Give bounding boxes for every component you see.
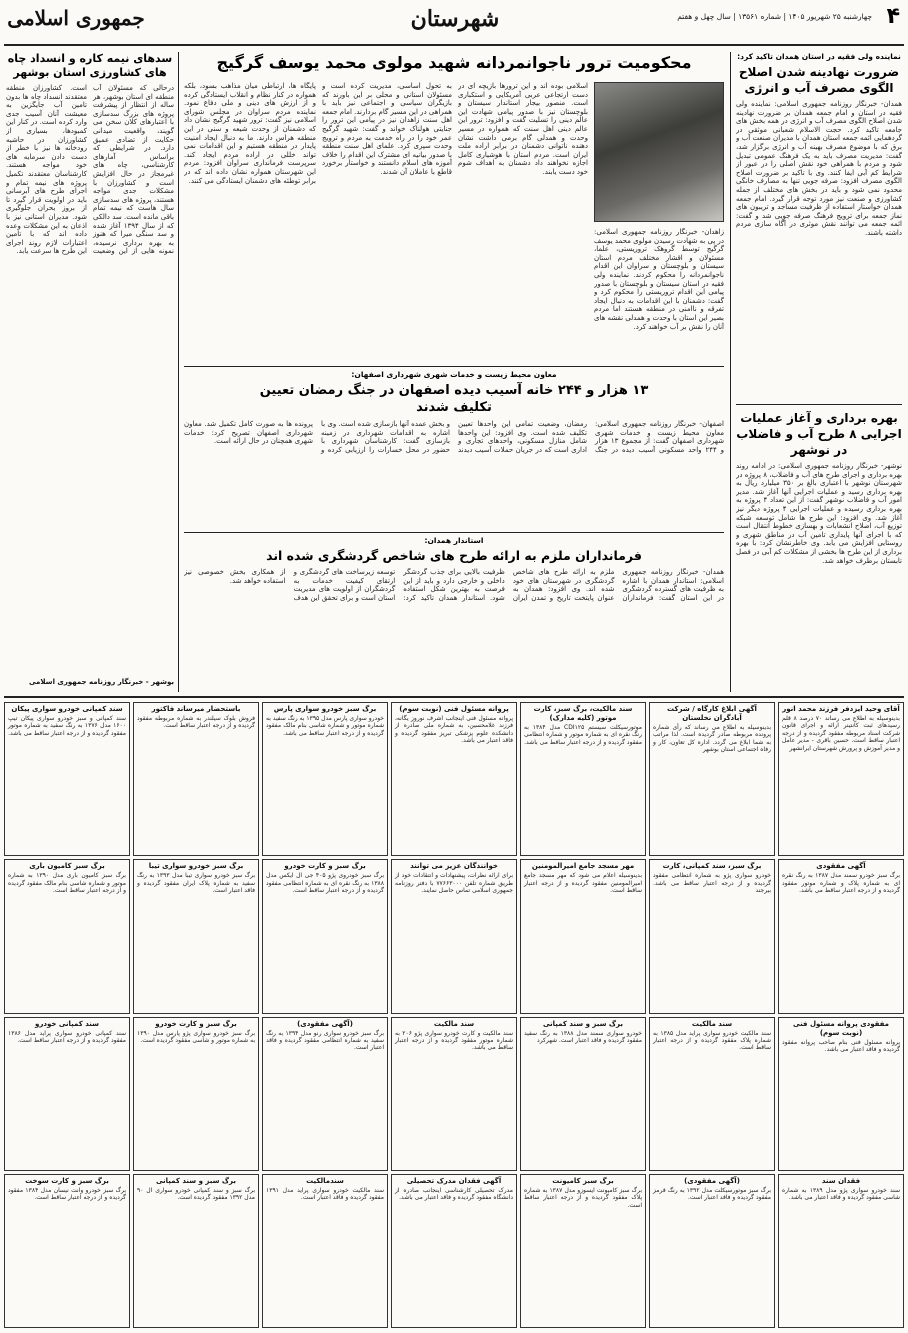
story-body: درحالی که مسئولان آب منطقه ای استان بوشهر، هر ساله از انتظار از پیشرفت پروژه های بزرگ سدسازی با اعتبارهای کلان سخن می گویند، واقعیت میدانی حکایت از تضادی عمیق دارد. در شرایطی که براساس آمارهای کارشناسی، چاه های غیرمجاز در حال افزایش است و کشاورزان با مشکلات جدی مواجه هستند، پروژه های سدسازی سال هاست که نیمه تمام باقی مانده است. سد دالکی که از سال ۱۳۹۴ آغاز شده و سد سنگی میرا که هنوز به بهره برداری نرسیده، نمونه هایی از این وضعیت است. کشاورزان منطقه معتقدند انسداد چاه ها بدون تامین آب جایگزین به معیشت آنان آسیب جدی وارد کرده است. در کنار این کمبودها، بسیاری از کشاورزان در حاشیه رودخانه ها نیز با خطر از دست دادن سرمایه های خود مواجه هستند. کارشناسان معتقدند تکمیل پروژه های نیمه تمام و اجرای طرح های آبرسانی باید در اولویت قرار گیرد تا از بروز بحران جلوگیری شود. مدیران استانی نیز با اذعان به این مشکلات وعده داده اند که با تامین اعتبارات لازم روند اجرای این طرح ها سرعت یابد. [6,84,174,256]
classified-ad [649,859,775,1013]
classified-ad [391,859,517,1013]
story-divider [736,404,902,405]
ad-body: بدینوسیله به اطلاع می رساند ۷۰ درصد ۸ قلم رسیدهای ثبت کانتینر ارائه و اجرای قانون شرکت اسناد مربوطه مفقود گردیده و از درجه اعتبار ساقط است. حسین باقری - مدیر عامل و مدیر آموزش و پرورش شهرستان ایرانشهر [782,715,900,752]
kicker: نماینده ولی فقیه در استان همدان تاکید کرد: [737,52,901,61]
classified-ad [262,859,388,1013]
ad-body: خودرو سواری سمند مدل ۱۳۸۸ به رنگ سفید مفقود گردیده و فاقد اعتبار است. شهرکرد [524,1029,642,1044]
classified-ad [520,1017,646,1171]
ad-title: پروانه مسئول فنی (نوبت سوم) [399,705,509,713]
ad-title: مفقودی پروانه مسئول فنی (نوبت سوم) [792,1019,890,1037]
ad-body: برگ سبز کامیون باری مدل ۱۳۹۰ به شماره موتور و شماره شاسی بنام مالک مفقود گردیده و از درجه اعتبار ساقط است. [8,872,126,895]
ads-top-rule [4,696,904,698]
ad-title: برگ سبز و کارت خودرو [284,862,366,871]
ad-title: آگهی فقدان مدرک تحصیلی [406,1176,502,1185]
ad-body: برگ سبز خودرو سواری تیبا مدل ۱۳۹۳ به رنگ سفید به شماره پلاک ایران مفقود گردیده و فاقد اعتبار است. [137,872,256,895]
date-line: چهارشنبه ۲۵ شهریور ۱۴۰۵ | شماره ۱۳۵۶۱ | سال چهل و هفتم [677,12,872,21]
classified-ad [262,702,388,856]
ad-body: بدینوسیله به اطلاع می رساند که رأی شماره پرونده مربوطه صادر گردیده است. لذا مراتب به شما ابلاغ می گردد. اداره کل تعاون، کار و رفاه اجتماعی استان بوشهر [653,724,771,754]
classified-ad [391,702,517,856]
classified-ad [4,702,130,856]
headline: ضرورت نهادینه شدن اصلاح الگوی مصرف آب و انرژی [738,65,900,95]
ad-title: سندمالکیت [306,1176,344,1185]
classified-ad [133,702,259,856]
story-body: به تحول اساسی، مدیریت کرده است و مسئولان استانی و محلی بر این باورند که بازیگران سیاسی و اجتماعی نیز باید با همراهی در این مسیر گام بردارند. امام جمعه اهل سنت زاهدان نیز در پیامی این ترور را جنایتی هولناک خواند و گفت: شهید گرگیج عمر خود را در راه خدمت به مردم و ترویج وحدت سپری کرد. علمای اهل سنت منطقه با صدور بیانیه ای مشترک این اقدام را خلاف آموزه های اسلام دانستند و خواستار برخورد قاطع با عاملان آن شدند. [322,82,452,176]
masthead [0,0,908,46]
classified-ad [778,859,904,1013]
ad-title: برگ سبز و سند کمپانی [542,1019,624,1028]
classified-ad [778,1174,904,1328]
ad-title: سند کمپانی خودرو سواری پیکان [11,705,123,713]
ad-title: سند کمپانی خودرو [34,1019,100,1028]
ad-body: سند مالکیت خودرو سواری پراید مدل ۱۳۸۵ به شماره پلاک مفقود گردیده و از درجه اعتبار ساقط است. [653,1029,771,1052]
ad-title: سند مالکیت [691,1019,733,1028]
ad-body: مدرک تحصیلی کارشناسی اینجانب صادره از دانشگاه مفقود گردیده و فاقد اعتبار می باشد. [395,1186,513,1202]
portrait-photo [594,82,724,222]
ad-body: خودرو سواری پژو به شماره انتظامی مفقود گردیده و از درجه اعتبار ساقط می باشد. بیرجند [653,872,771,895]
left-story [6,52,174,692]
hamedan-story [184,536,724,692]
ad-title: آگهی مفقودی [816,862,866,871]
classified-ad [133,1174,259,1328]
headline: سدهای نیمه کاره و انسداد چاه های کشاورزی استان بوشهر [7,52,173,79]
ad-body: برگ سبز خودرو سواری رنو مدل ۱۳۹۴ به رنگ سفید به شماره انتظامی مفقود گردیده و فاقد اعتبار است. [266,1029,385,1052]
ad-body: برگ سبز خودرو سمند مدل ۱۳۸۷ به رنگ نقره ای به شماره پلاک و شماره موتور مفقود گردیده و از درجه اعتبار ساقط می باشد. [782,872,900,895]
classified-ad [778,702,904,856]
kicker: استاندار همدان: [424,536,484,545]
ad-title: سند مالکیت [433,1019,475,1028]
headline: فرمانداران ملزم به ارائه طرح های شاخص گردشگری شده اند [266,548,642,563]
section-title: شهرستان [410,6,500,32]
column-rule [730,52,731,692]
ad-title: فقدان سند [821,1176,861,1185]
classified-ad [391,1017,517,1171]
ad-body: موتورسیکلت سیستم CDI۱۲۵ مدل ۱۳۸۴ به رنگ نقره ای به شماره موتور و شماره انتظامی مفقود گردیده و از درجه اعتبار ساقط می باشد. [524,724,642,746]
ad-body: برگ سبز و سند کمپانی خودرو سواری ال ۹۰ مدل ۱۳۹۲ مفقود گردیده است. [137,1186,255,1202]
ad-title: برگ سبز خودرو سواری تیبا [148,862,244,871]
headline: ۱۳ هزار و ۲۴۴ خانه آسیب دیده اصفهان در جنگ رمضان تعیین تکلیف شدند [259,383,649,415]
ad-title: آقای وحید ایزدفر فرزند محمد انور [782,705,900,713]
classified-ad [262,1174,388,1328]
classified-ad [649,1174,775,1328]
ad-body: برای ارائه نظرات، پیشنهادات و انتقادات خود از طریق شماره تلفن ۷۷۶۶۳۰۰۰ با دفتر روزنامه جمهوری اسلامی تماس حاصل نمایند. [395,872,513,895]
ad-body: سند خودرو سواری پژو مدل ۱۳۸۹ به شماره شاسی مفقود گردیده و فاقد اعتبار می باشد. [782,1186,900,1202]
center-story [184,52,724,364]
ad-body: بدینوسیله اعلام می شود که مهر مسجد جامع امیرالمومنین مفقود گردیده و از درجه اعتبار ساقط است. [524,872,642,895]
ad-title: باستحضار میرساند فاکتور [151,705,241,713]
ad-body: برگ سبز خودروی پژو ۴۰۵ جی ال ایکس مدل ۱۳۸۸ به رنگ نقره ای به شماره انتظامی مفقود گردیده و از درجه اعتبار ساقط است. [266,872,385,895]
classified-ad [4,1174,130,1328]
ad-body: سند مالکیت خودرو سواری پراید مدل ۱۳۹۱ مفقود گردیده و فاقد اعتبار است. [266,1186,384,1202]
headline: محکومیت ترور ناجوانمردانه شهید مولوی محمد یوسف گرگیج [216,53,692,72]
ad-title: برگ سبز کامیونت [552,1176,614,1185]
ad-title: (آگهی مفقودی) [297,1019,353,1028]
classified-ad [133,859,259,1013]
ad-body: پروانه مسئول فنی بنام صاحب پروانه مفقود گردیده و فاقد اعتبار می باشد. [782,1038,900,1053]
classified-ad [520,702,646,856]
story-body: همدان- خبرنگار روزنامه جمهوری اسلامی: نماینده ولی فقیه در استان و امام جمعه همدان بر ضرورت نهادینه شدن اصلاح الگوی مصرف آب و انرژی در همه بخش های جامعه تاکید کرد. حجت الاسلام شعبانی موثقی در گردهمایی ائمه جمعه استان همدان با مدیران صنعت آب و برق که با موضوع مصرف بهینه آب و انرژی برگزار شد، گفت: مدیریت مصرف باید به یک فرهنگ عمومی تبدیل شود و مردم با همراهی خود نقش اصلی را در عبور از شرایط کم آبی ایفا کنند. وی با تاکید بر ضرورت اصلاح الگوی مصرف افزود: صرفه جویی تنها به مصارف خانگی محدود نمی شود و باید در بخش های مختلف از جمله کشاورزی و صنعت نیز مورد توجه قرار گیرد. امام جمعه همدان خواستار استفاده از ظرفیت مساجد و تریبون های نماز جمعه برای ترویج فرهنگ صرفه جویی شد و گفت: ائمه جمعه می توانند نقش موثری در آگاه سازی مردم داشته باشند. [736,100,902,237]
ad-title: خوانندگان عزیز می توانند [410,862,498,871]
column-rule [178,52,179,692]
ad-body: سند کمپانی خودرو سواری پراید مدل ۱۳۸۶ مفقود گردیده و از درجه اعتبار ساقط است. [8,1029,126,1044]
story-body: پایگاه ها، ارتباطی میان مذاهب بسود، بلکه همواره در کنار نظام و انقلاب ایستادگی کرده و از ارزش های دینی و ملی دفاع نمود. نماینده مردم سراوان در مجلس شورای اسلامی نیز گفت: ترور شهید گرگیج نشان داد که دشمنان از وحدت شیعه و سنی در این منطقه هراس دارند. ما به دنبال ایجاد امنیت پایدار در منطقه هستیم و این اقدامات نمی تواند خللی در اراده مردم ایجاد کند. سرپرست فرمانداری سراوان افزود: مردم این شهرستان همواره نشان داده اند که در برابر توطئه های دشمنان ایستادگی می کنند. [184,82,316,185]
ad-body: برگ سبز موتورسیکلت مدل ۱۳۹۲ به رنگ قرمز مفقود گردیده و فاقد اعتبار است. [653,1186,771,1202]
story-body: اصفهان- خبرنگار روزنامه جمهوری اسلامی: معاون محیط زیست و خدمات شهری شهرداری اصفهان گفت: از مجموع ۱۳ هزار و ۲۴۴ واحد مسکونی آسیب دیده در جنگ رمضان، وضعیت تمامی این واحدها تعیین تکلیف شده است. وی افزود: این واحدها شامل منازل مسکونی، واحدهای تجاری و اداری است که در جریان حملات آسیب دیدند و بخش عمده آنها بازسازی شده است. وی با اشاره به اقدامات شهرداری در زمینه بازسازی گفت: کارشناسان شهرداری با حضور در محل خسارات را ارزیابی کرده و پرونده ها به صورت کامل تکمیل شد. معاون شهرداری اصفهان تصریح کرد: خدمات شهری همچنان در حال ارائه است. [184,420,724,454]
ad-title: آگهی ابلاغ کارگاه / شرکت آبادگران نخلستان [667,705,757,722]
right-story-1 [736,52,902,402]
ad-title: برگ سبز و سند کمپانی [155,1176,237,1185]
ad-title: (آگهی مفقودی) [684,1176,740,1185]
story-divider [184,366,724,367]
ad-title: برگ سبز، سند کمپانی، کارت [662,862,762,871]
ad-body: برگ سبز خودرو وانت نیسان مدل ۱۳۸۴ مفقود گردیده و از درجه اعتبار ساقط است. [8,1186,127,1202]
ad-title: برگ سبز خودرو سواری پارس [273,705,377,713]
paper-name: جمهوری اسلامی [7,6,145,30]
masthead-rule [4,44,904,46]
ad-body: خودرو سواری پارس مدل ۱۳۹۵ به رنگ سفید به شماره موتور و شماره شاسی بنام مالک مفقود گردیده و از درجه اعتبار ساقط می باشد. [266,715,384,737]
classified-ad [4,859,130,1013]
ad-title: مهر مسجد جامع امیرالمومنین [531,862,635,871]
classified-ad [649,702,775,856]
page-number: ۴ [886,4,900,29]
story-body: همدان- خبرنگار روزنامه جمهوری اسلامی: استاندار همدان با اشاره به ظرفیت های گسترده گردشگری در این استان گفت: فرمانداران ملزم به ارائه طرح های شاخص گردشگری در شهرستان های خود شده اند. وی افزود: همدان به عنوان پایتخت تاریخ و تمدن ایران ظرفیت بالایی برای جذب گردشگر داخلی و خارجی دارد و باید از این فرصت به بهترین شکل استفاده شود. استاندار همدان تاکید کرد: توسعه زیرساخت های گردشگری و ارتقای کیفیت خدمات به گردشگران از اولویت های مدیریت استان است و برای تحقق این هدف از همکاری بخش خصوصی نیز استفاده خواهد شد. [184,568,724,602]
byline: بوشهر - خبرنگار روزنامه جمهوری اسلامی [28,678,174,686]
story-body: نوشهر- خبرنگار روزنامه جمهوری اسلامی: در ادامه روند بهره برداری و اجرای طرح های آب و فاضلاب، ۸ پروژه در شهرستان نوشهر با اعتباری بالغ بر ۳۵۰ میلیارد ریال به بهره برداری رسید و عملیات اجرایی آنها آغاز شد. مدیر امور آب و فاضلاب نوشهر گفت: از این تعداد ۴ پروژه به بهره برداری رسیده و عملیات اجرایی ۴ پروژه دیگر نیز آغاز شد. وی افزود: این طرح ها شامل توسعه شبکه توزیع آب، اصلاح انشعابات و بهسازی خطوط انتقال است که با اجرای آنها پایداری تامین آب در مناطق شهری و روستایی افزایش می یابد. وی خاطرنشان کرد: با بهره برداری از این طرح ها بخشی از مشکلات کم آبی در فصل تابستان برطرف خواهد شد. [736,462,902,565]
classified-ad [649,1017,775,1171]
ad-title: برگ سبز و کارت سوخت [25,1176,109,1185]
ad-body: سند مالکیت و کارت خودرو سواری پژو ۲۰۶ به شماره موتور مفقود گردیده و از درجه اعتبار ساقط می باشد. [395,1029,513,1052]
story-body: اسلامی بوده اند و این ترورها بازیچه ای در دست ارتجاعی عربی آمریکایی و استکباری است. منصور بیجار استاندار سیستان و بلوچستان نیز با صدور پیامی شهادت این عالم دینی را تسلیت گفت و افزود: ترور این عالم دینی اهل سنت که همواره در مسیر وحدت و همدلی گام برمی داشت نشان دهنده ناتوانی دشمنان در برابر اراده ملت ایران است. مردم استان با هوشیاری کامل اجازه نخواهند داد دشمنان به اهداف شوم خود دست یابند. [458,82,588,176]
ad-body: سند کمپانی و سبز خودرو سواری پیکان تیپ ۱۶۰۰ مدل ۱۳۷۶ به رنگ سفید به شماره موتور مفقود گردیده و از درجه اعتبار ساقط می باشد. [8,715,126,737]
ad-body: برگ سبز خودرو سواری پژو پارس مدل ۱۳۹۰ به شماره موتور و شاسی مفقود گردیده است. [137,1029,255,1044]
ad-body: پروانه مسئول فنی اینجانب اشرف نوروز یگانه، فرزند غلامحسین، به شماره ملی صادره از دانشکده علوم پزشکی تبریز مفقود گردیده و فاقد اعتبار می باشد. [395,715,513,745]
classified-ads [4,702,904,1328]
story-divider [184,532,724,533]
classified-ad [133,1017,259,1171]
kicker: معاون محیط زیست و خدمات شهری شهرداری اصفهان: [351,370,557,379]
ad-title: برگ سبز کامیون باری [29,862,105,871]
classified-ad [4,1017,130,1171]
isfahan-story [184,370,724,530]
ad-body: برگ سبز کامیونت ایسوزو مدل ۱۳۸۷ به شماره پلاک مفقود گردیده و از درجه اعتبار ساقط است. [524,1186,642,1209]
ad-body: فروش بلوک سیلندر به شماره مربوطه مفقود گردیده و از درجه اعتبار ساقط است. [137,715,255,730]
classified-ad [520,859,646,1013]
ad-title: سند مالکیت، برگ سبز، کارت موتور (کلیه مدارک) [533,705,633,722]
classified-ad [520,1174,646,1328]
story-body: زاهدان- خبرنگار روزنامه جمهوری اسلامی: در پی به شهادت رسیدن مولوی محمد یوسف گرگیج توسط گروهک تروریستی، علما، مسئولان و اقشار مختلف مردم استان سیستان و بلوچستان و سراوان این اقدام ناجوانمردانه را محکوم کردند. نماینده ولی فقیه در استان سیستان و بلوچستان با صدور پیامی این اقدام تروریستی را محکوم کرد و گفت: دشمنان با این اقدامات به دنبال ایجاد تفرقه و ناامنی در منطقه هستند اما مردم بصیر این استان با وحدت و همدلی نقشه های آنان را نقش بر آب خواهند کرد. [594,228,724,331]
headline: بهره برداری و آغاز عملیات اجرایی ۸ طرح آب و فاضلاب در نوشهر [736,411,902,457]
classified-ad [262,1017,388,1171]
classified-ad [778,1017,904,1171]
ad-title: برگ سبز و کارت خودرو [155,1019,237,1028]
right-story-2 [736,410,902,690]
classified-ad [391,1174,517,1328]
